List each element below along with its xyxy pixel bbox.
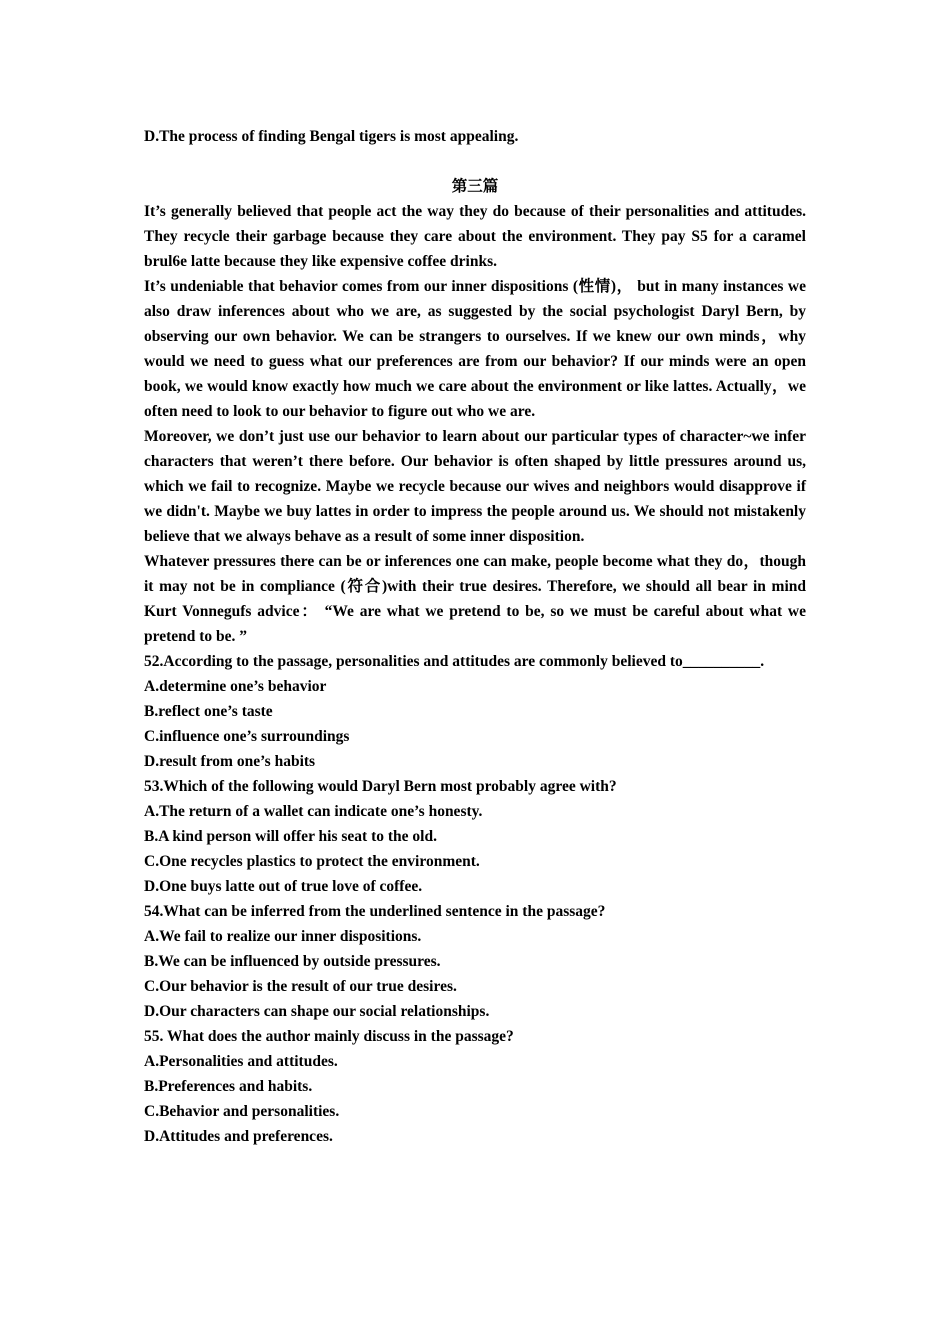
option-list — [144, 1049, 806, 1149]
option-b: B.A kind person will offer his seat to the old. — [144, 828, 437, 845]
question-stem: 53.Which of the following would Daryl Bern most probably agree with? — [144, 778, 617, 795]
question-55 — [144, 1024, 806, 1149]
previous-question-option: D.The process of finding Bengal tigers is most appealing. — [144, 128, 519, 145]
question-52 — [144, 649, 806, 774]
option-b: B.reflect one’s taste — [144, 703, 273, 720]
option-c: C.influence one’s surroundings — [144, 728, 350, 745]
option-a: A.Personalities and attitudes. — [144, 1053, 338, 1070]
option-d: D.One buys latte out of true love of coffee. — [144, 878, 423, 895]
option-b: B.Preferences and habits. — [144, 1078, 313, 1095]
question-stem: 55. What does the author mainly discuss in the passage? — [144, 1028, 514, 1045]
passage-paragraph-4: Whatever pressures there can be or inferences one can make, people become what they do，though it may not be in compliance (符合)with their true desires. Therefore, we should all bear in mind Kurt Vonnegufs advice： “We are what we pretend to be, so we must be careful about what we pretend to be. ” — [144, 553, 806, 645]
option-list — [144, 674, 806, 774]
option-d: D.Our characters can shape our social relationships. — [144, 1003, 490, 1020]
option-c: C.Our behavior is the result of our true desires. — [144, 978, 457, 995]
passage-paragraph-3: Moreover, we don’t just use our behavior to learn about our particular types of character~we infer characters that weren’t there before. Our behavior is often shaped by little pressures around us, which we fail to recognize. Maybe we recycle because our wives and neighbors would disapprove if we didn't. Maybe we buy lattes in order to impress the people around us. We should not mistakenly believe that we always behave as a result of some inner disposition. — [144, 428, 806, 545]
passage-paragraph-1: It’s generally believed that people act the way they do because of their personalities and attitudes. They recycle their garbage because they care about the environment. They pay S5 for a caramel brul6e latte because they like expensive coffee drinks. — [144, 203, 806, 270]
option-c: C.Behavior and personalities. — [144, 1103, 340, 1120]
document-body — [144, 124, 806, 1149]
option-a: A.determine one’s behavior — [144, 678, 327, 695]
option-list — [144, 924, 806, 1024]
option-a: A.The return of a wallet can indicate one’s honesty. — [144, 803, 483, 820]
option-list — [144, 799, 806, 899]
question-stem: 54.What can be inferred from the underlined sentence in the passage? — [144, 903, 606, 920]
question-stem: 52.According to the passage, personalities and attitudes are commonly believed to__________. — [144, 653, 765, 670]
option-d: D.result from one’s habits — [144, 753, 316, 770]
question-53 — [144, 774, 806, 899]
passage-paragraph-2: It’s undeniable that behavior comes from our inner dispositions (性情)， but in many instances we also draw inferences about who we are, as suggested by the social psychologist Daryl Bern, by observing our own behavior. We can be strangers to ourselves. If we knew our own minds，why would we need to guess what our preferences are from our behavior? If our minds were an open book, we would know exactly how much we care about the environment or like lattes. Actually，we often need to look to our behavior to figure out who we are. — [144, 278, 806, 420]
option-a: A.We fail to realize our inner dispositions. — [144, 928, 422, 945]
section-title: 第三篇 — [451, 178, 499, 195]
option-c: C.One recycles plastics to protect the environment. — [144, 853, 480, 870]
question-54 — [144, 899, 806, 1024]
option-d: D.Attitudes and preferences. — [144, 1128, 333, 1145]
option-b: B.We can be influenced by outside pressures. — [144, 953, 441, 970]
